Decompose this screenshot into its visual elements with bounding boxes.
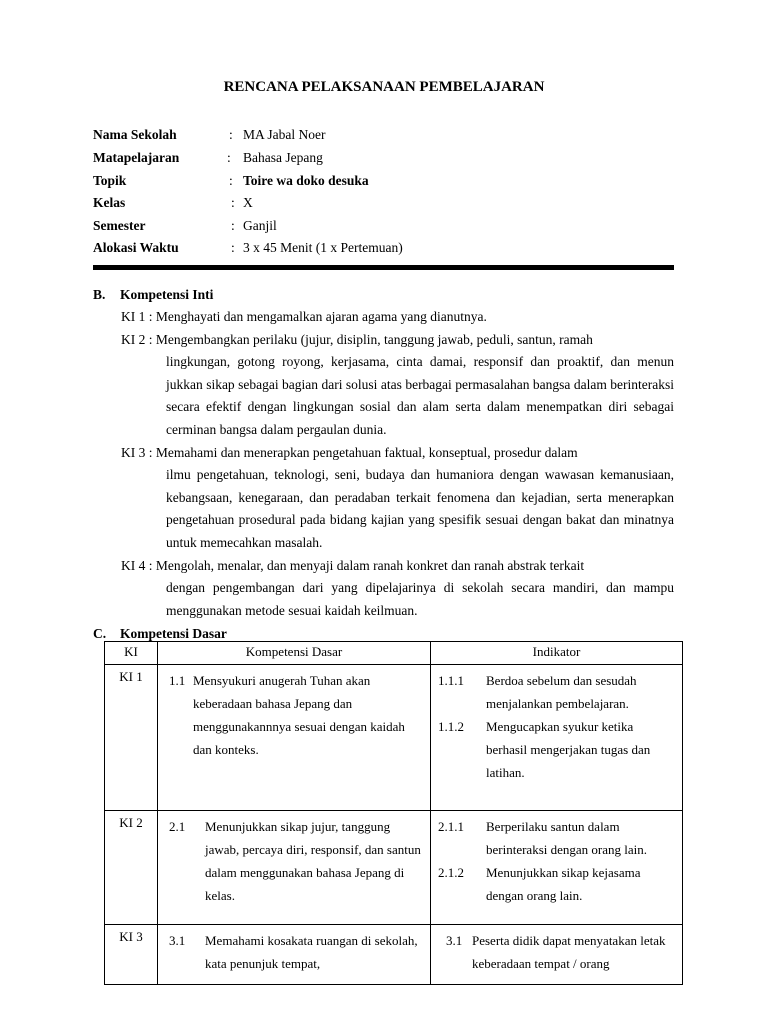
ki-cell: KI 1 [105, 665, 158, 811]
ki-2-lead: KI 2 : Mengembangkan perilaku (jujur, disiplin, tanggung jawab, peduli, santun, ramah [121, 331, 593, 347]
kompetensi-dasar-cell [158, 925, 431, 985]
header-indikator: Indikator [431, 642, 683, 665]
identity-colon: : [229, 173, 233, 188]
document-title: RENCANA PELAKSANAAN PEMBELAJARAN [223, 79, 545, 95]
kd-text: Memahami kosakata ruangan di sekolah, kata penunjuk tempat, [205, 933, 418, 971]
identity-value: X [243, 195, 253, 210]
ki-item [121, 306, 674, 329]
table-row [105, 665, 683, 811]
identity-value: Toire wa doko desuka [243, 173, 369, 188]
identity-label: Kelas [93, 195, 126, 210]
identity-value: Ganjil [243, 218, 277, 233]
indicator-number: 3.1 [446, 933, 463, 948]
ki-4-lead: KI 4 : Mengolah, menalar, dan menyaji dalam ranah konkret dan ranah abstrak terkait [121, 557, 585, 573]
indicator-item [438, 929, 675, 975]
indicator-number: 2.1.1 [438, 819, 464, 834]
kd-number: 3.1 [169, 933, 186, 948]
section-c-title: Kompetensi Dasar [120, 626, 227, 641]
kd-text: Mensyukuri anugerah Tuhan akan keberadaan bahasa Jepang dan menggunakannnya sesuai dengan kaidah dan konteks. [193, 673, 405, 757]
ki-4-continuation: dengan pengembangan dari yang dipelajarinya di sekolah secara mandiri, dan mampu menggunakan metode sesuai kaidah keilmuan. [166, 580, 674, 618]
ki-1-lead: KI 1 : Menghayati dan mengamalkan ajaran agama yang dianutnya. [121, 309, 487, 324]
ki-3-lead: KI 3 : Memahami dan menerapkan pengetahuan faktual, konseptual, prosedur dalam [121, 444, 578, 460]
identity-value: Bahasa Jepang [243, 150, 323, 165]
indikator-cell [431, 925, 683, 985]
ki-3-continuation: ilmu pengetahuan, teknologi, seni, budaya dan humaniora dengan wawasan kemanusiaan, kebangsaan, kenegaraan, dan peradaban terkait fenomena dan kejadian, serta menerapkan pengetahuan prosedural pada bidang kajian yang spesifik sesuai dengan bakat dan minatnya untuk memecahkan masalah. [166, 467, 674, 550]
section-c-number: C. [93, 626, 107, 641]
indicator-item [438, 861, 675, 907]
identity-label: Semester [93, 218, 146, 233]
kd-text: Menunjukkan sikap jujur, tanggung jawab, percaya diri, responsif, dan santun dalam menggunakan bahasa Jepang di kelas. [205, 819, 421, 903]
kompetensi-dasar-table [104, 641, 683, 985]
identity-label: Matapelajaran [93, 150, 180, 165]
kompetensi-dasar-cell [158, 665, 431, 811]
identity-colon: : [229, 127, 233, 142]
kd-number: 2.1 [169, 819, 186, 834]
identity-label: Alokasi Waktu [93, 240, 179, 255]
ki-item [121, 442, 674, 555]
section-b-number: B. [93, 287, 106, 302]
section-b-title: Kompetensi Inti [120, 287, 214, 302]
indicator-text: Menunjukkan sikap kejasama dengan orang lain. [486, 865, 641, 903]
indicator-item [438, 669, 675, 715]
indicator-item [438, 715, 675, 784]
identity-colon: : [231, 240, 235, 255]
kd-number: 1.1 [169, 673, 186, 688]
identity-value: 3 x 45 Menit (1 x Pertemuan) [243, 240, 403, 255]
header-ki: KI [105, 642, 158, 665]
identity-colon: : [231, 195, 235, 210]
indicator-text: Peserta didik dapat menyatakan letak keberadaan tempat / orang [472, 933, 666, 971]
header-divider [93, 265, 674, 270]
indikator-cell [431, 811, 683, 925]
kompetensi-dasar-cell [158, 811, 431, 925]
identity-label: Nama Sekolah [93, 127, 177, 142]
indicator-number: 1.1.2 [438, 719, 464, 734]
indicator-text: Berperilaku santun dalam berinteraksi dengan orang lain. [486, 819, 647, 857]
header-kompetensi-dasar: Kompetensi Dasar [158, 642, 431, 665]
identity-value: MA Jabal Noer [243, 127, 326, 142]
indikator-cell [431, 665, 683, 811]
ki-2-continuation: lingkungan, gotong royong, kerjasama, cinta damai, responsif dan proaktif, dan menun jukkan sikap sebagai bagian dari solusi atas berbagai permasalahan bangsa dalam berinteraksi secara efektif dengan lingkungan sosial dan alam serta dalam menempatkan diri sebagai cerminan bangsa dalam pergaulan dunia. [166, 354, 674, 437]
identity-colon: : [227, 150, 231, 165]
table-header-row [105, 642, 683, 665]
ki-cell: KI 3 [105, 925, 158, 985]
indicator-number: 1.1.1 [438, 673, 464, 688]
indicator-text: Berdoa sebelum dan sesudah menjalankan pembelajaran. [486, 673, 637, 711]
ki-cell: KI 2 [105, 811, 158, 925]
kompetensi-inti-list [121, 306, 674, 622]
indicator-item [438, 815, 675, 861]
ki-item [121, 329, 674, 442]
table-row [105, 811, 683, 925]
indicator-text: Mengucapkan syukur ketika berhasil mengerjakan tugas dan latihan. [486, 719, 651, 780]
table-row [105, 925, 683, 985]
ki-item [121, 555, 674, 623]
identity-label: Topik [93, 173, 127, 188]
identity-colon: : [231, 218, 235, 233]
indicator-number: 2.1.2 [438, 865, 464, 880]
